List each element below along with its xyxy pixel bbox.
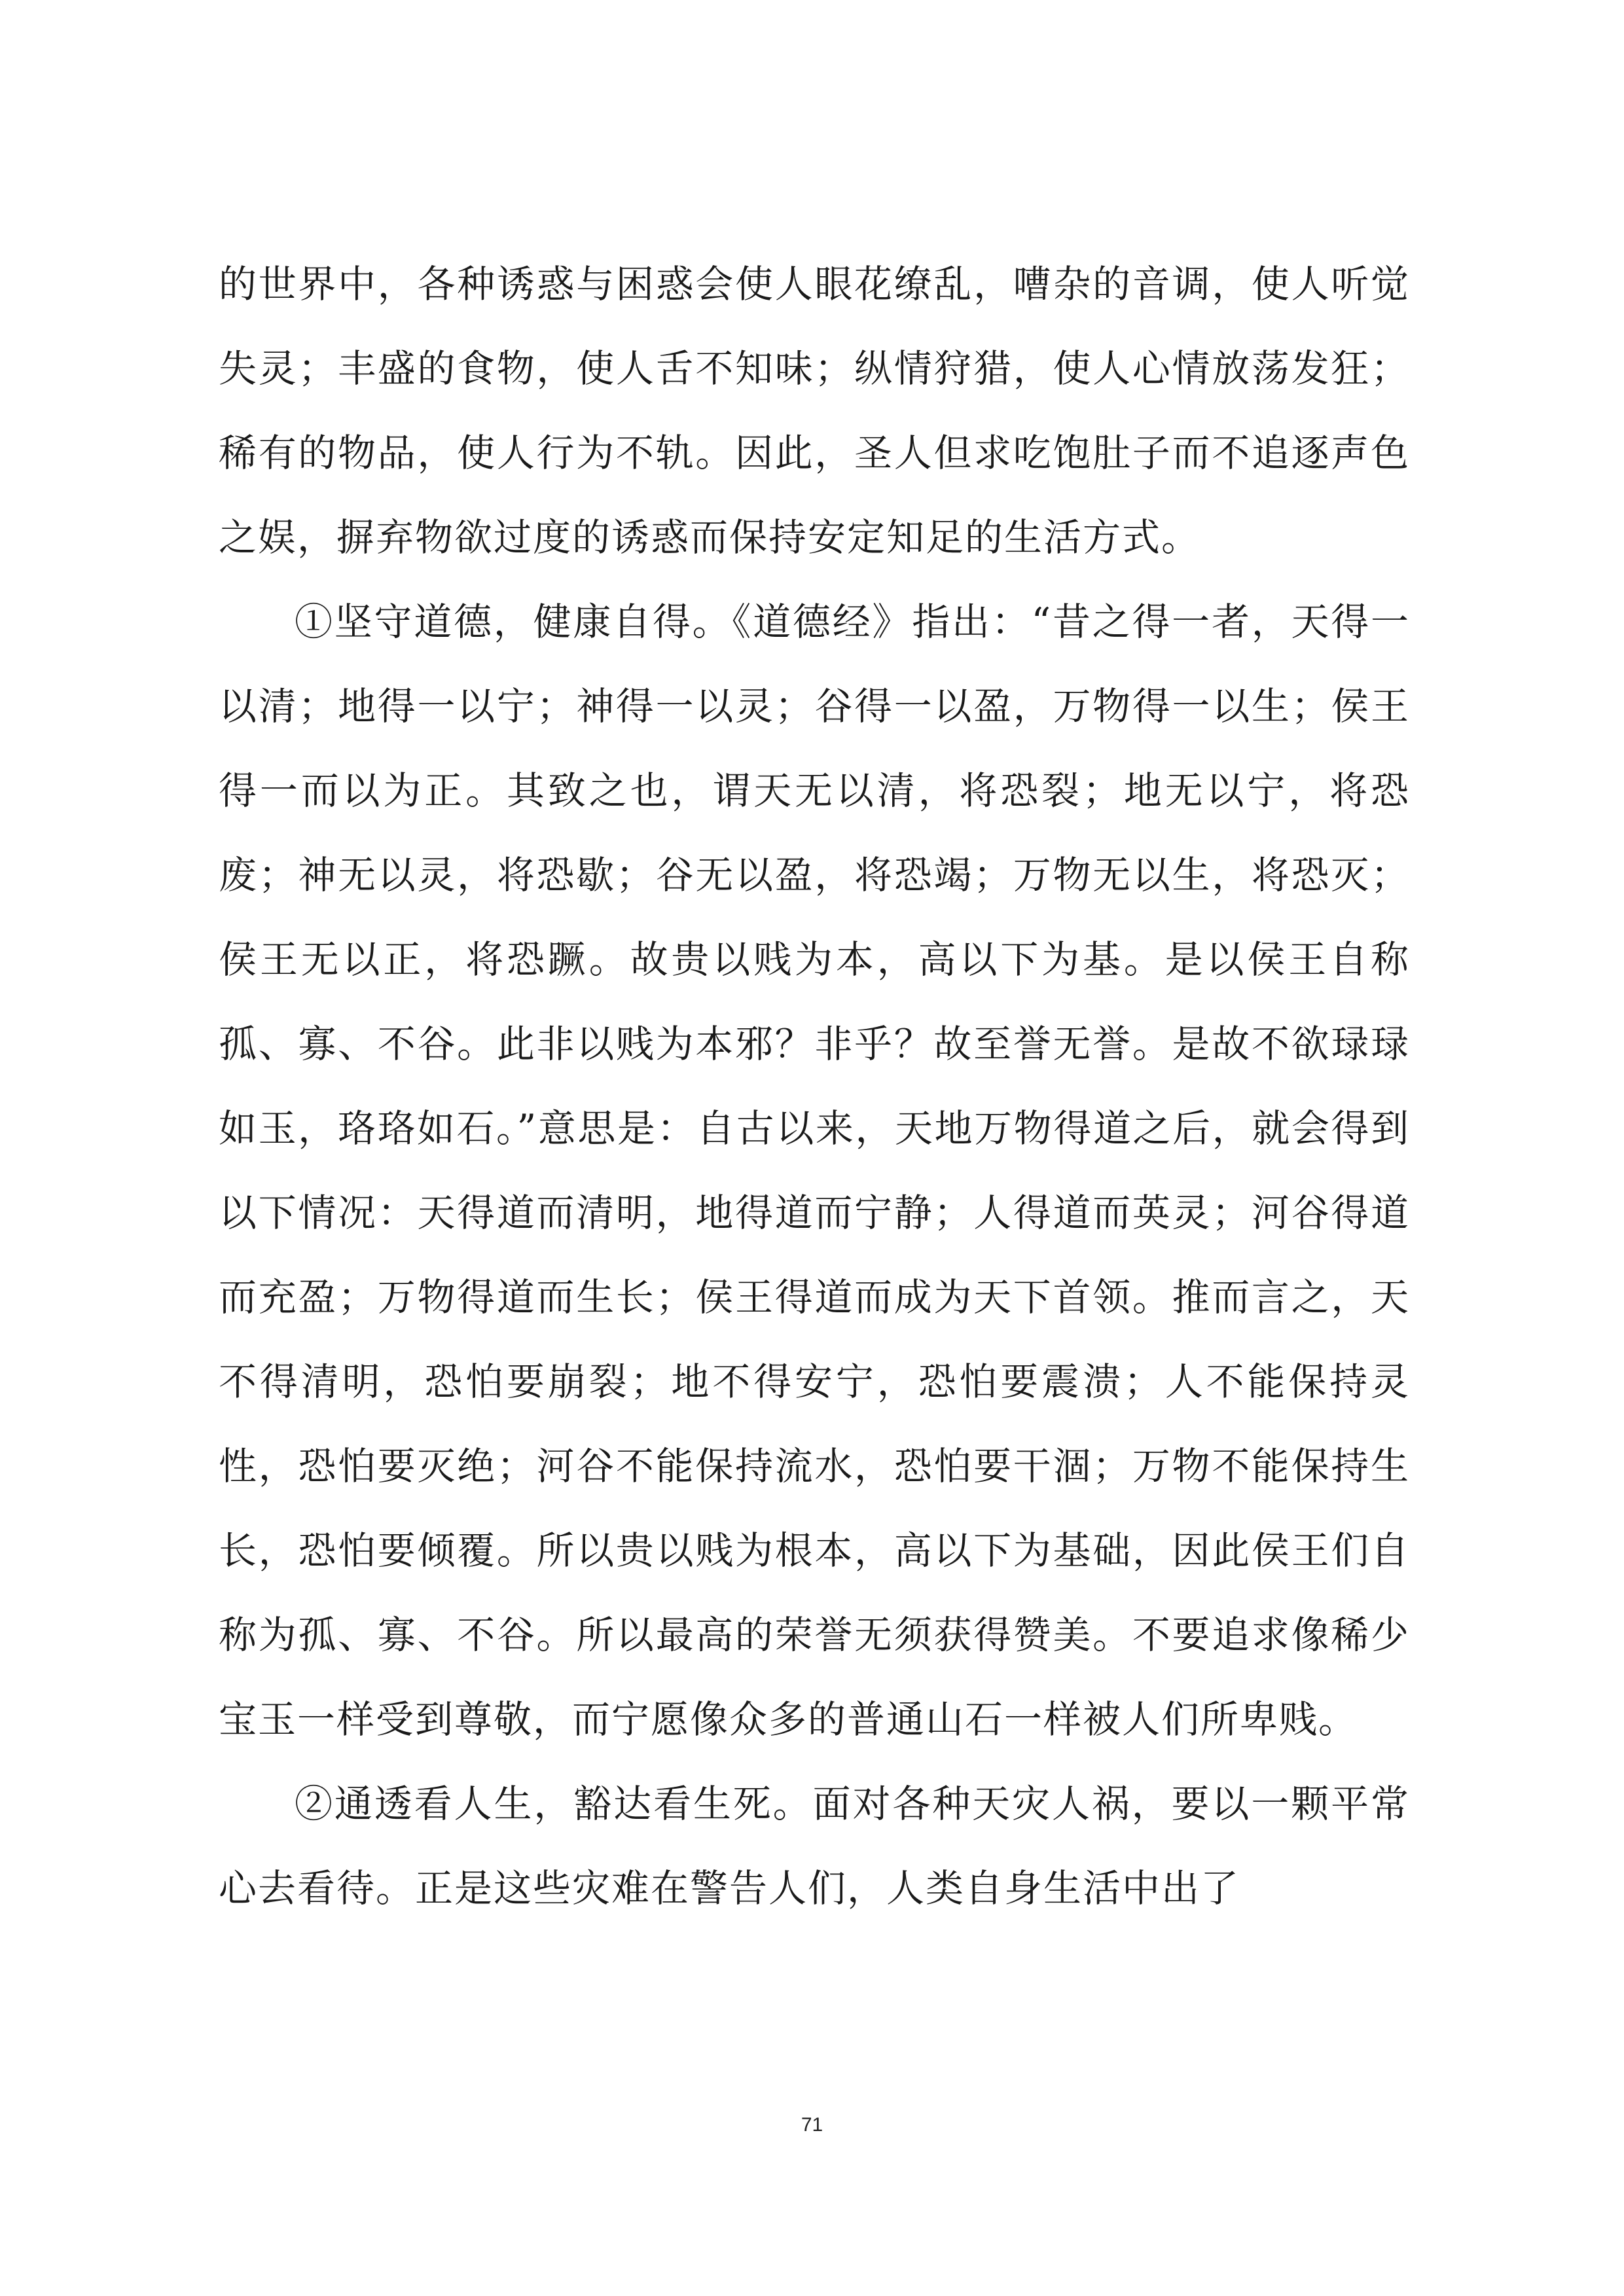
page-number: 71 [801,2114,823,2136]
paragraph-keep-morality: ①坚守道德，健康自得。《道德经》指出：“昔之得一者，天得一以清；地得一以宁；神得一以灵；谷得一以盈，万物得一以生；侯王得一而以为正。其致之也，谓天无以清，将恐裂；地无以宁，将恐废；神无以灵，将恐歇；谷无以盈，将恐竭；万物无以生，将恐灭；侯王无以正，将恐蹶。故贵以贱为本，高以下为基。是以侯王自称孤、寡、不谷。此非以贱为本邪？非乎？故至誉无誉。是故不欲琭琭如玉，珞珞如石。”意思是：自古以来，天地万物得道之后，就会得到以下情况：天得道而清明，地得道而宁静；人得道而英灵；河谷得道而充盈；万物得道而生长；侯王得道而成为天下首领。推而言之，天不得清明，恐怕要崩裂；地不得安宁，恐怕要震溃；人不能保持灵性，恐怕要灭绝；河谷不能保持流水，恐怕要干涸；万物不能保持生长，恐怕要倾覆。所以贵以贱为根本，高以下为基础，因此侯王们自称为孤、寡、不谷。所以最高的荣誉无须获得赞美。不要追求像稀少宝玉一样受到尊敬，而宁愿像众多的普通山石一样被人们所卑贱。 [219,600,1410,1742]
body-text [219,242,1410,1931]
paragraph-view-life-death: ②通透看人生，豁达看生死。面对各种天灾人祸，要以一颗平常心去看待。正是这些灾难在警告人们，人类自身生活中出了 [219,1782,1410,1910]
paragraph-continuation: 的世界中，各种诱惑与困惑会使人眼花缭乱，嘈杂的音调，使人听觉失灵；丰盛的食物，使人舌不知味；纵情狩猎，使人心情放荡发狂；稀有的物品，使人行为不轨。因此，圣人但求吃饱肚子而不追逐声色之娱，摒弃物欲过度的诱惑而保持安定知足的生活方式。 [219,262,1410,560]
